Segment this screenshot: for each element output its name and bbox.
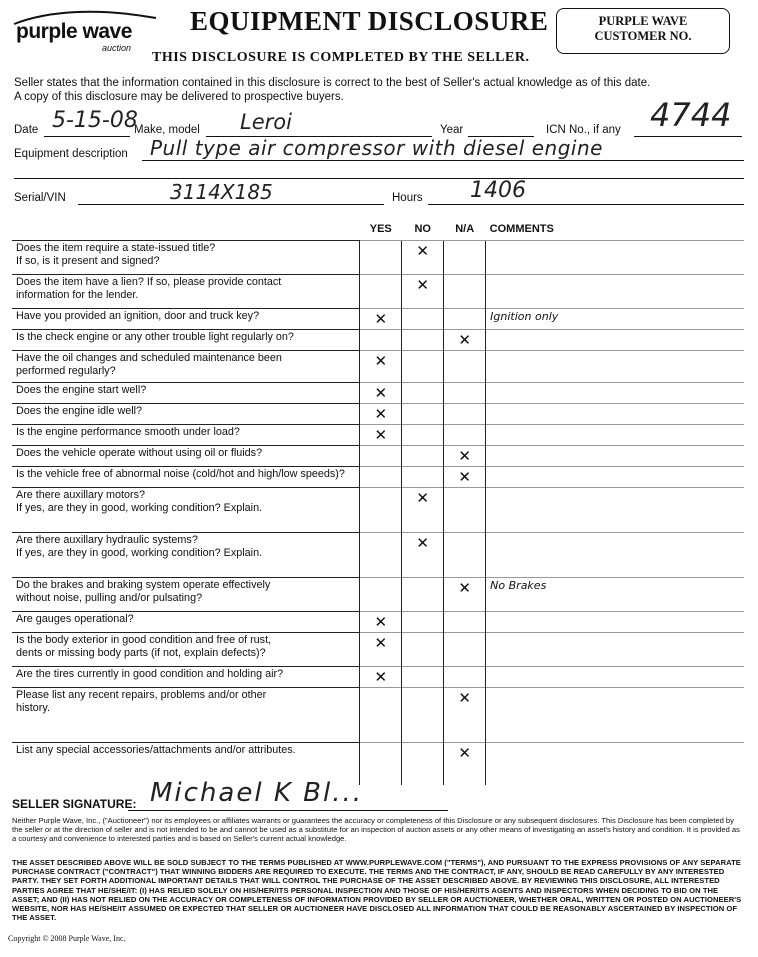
table-row xyxy=(12,425,744,446)
na-checkbox[interactable] xyxy=(444,612,486,633)
serial-line xyxy=(78,204,384,205)
purple-wave-logo xyxy=(10,8,160,54)
na-checkbox[interactable] xyxy=(444,667,486,688)
na-checkbox[interactable] xyxy=(444,425,486,446)
check-mark-icon: ✕ xyxy=(374,405,388,423)
question-text: Please list any recent repairs, problems and/or other history. xyxy=(12,688,360,743)
table-row xyxy=(12,578,744,612)
question-text: Is the body exterior in good condition and free of rust, dents or missing body parts (if not, explain defects)? xyxy=(12,633,360,667)
na-checkbox[interactable] xyxy=(444,309,486,330)
comment-cell[interactable] xyxy=(486,330,744,351)
intro-text xyxy=(14,76,744,104)
make-label: Make, model xyxy=(134,124,200,136)
check-mark-icon: ✕ xyxy=(374,668,388,686)
comment-cell[interactable] xyxy=(486,275,744,309)
intro-line2: A copy of this disclosure may be delivered to prospective buyers. xyxy=(14,91,344,103)
check-mark-icon: ✕ xyxy=(374,426,388,444)
hours-label: Hours xyxy=(392,192,423,204)
question-text: Does the engine start well? xyxy=(12,383,360,404)
yes-checkbox[interactable] xyxy=(360,241,402,275)
no-checkbox[interactable] xyxy=(402,383,444,404)
na-checkbox[interactable] xyxy=(444,241,486,275)
intro-line1: Seller states that the information contained in this disclosure is correct to the best of Seller's actual knowledge as of this date. xyxy=(14,77,651,89)
check-mark-icon: ✕ xyxy=(374,613,388,631)
no-checkbox[interactable] xyxy=(402,533,444,578)
check-mark-icon: ✕ xyxy=(458,689,471,707)
table-row xyxy=(12,241,744,275)
signature-label: SELLER SIGNATURE: xyxy=(12,797,137,811)
table-row xyxy=(12,688,744,743)
check-mark-icon: ✕ xyxy=(416,242,429,260)
yes-checkbox[interactable] xyxy=(360,404,402,425)
question-text: Have the oil changes and scheduled maintenance been performed regularly? xyxy=(12,351,360,383)
table-row xyxy=(12,446,744,467)
serial-label: Serial/VIN xyxy=(14,192,66,204)
table-row xyxy=(12,330,744,351)
table-row xyxy=(12,633,744,667)
na-checkbox[interactable] xyxy=(444,275,486,309)
question-text: Is the vehicle free of abnormal noise (cold/hot and high/low speeds)? xyxy=(12,467,360,488)
icn-line xyxy=(634,136,742,137)
question-text: Is the engine performance smooth under load? xyxy=(12,425,360,446)
na-header: N/A xyxy=(455,223,475,235)
question-text: List any special accessories/attachments and/or attributes. xyxy=(12,743,360,785)
no-checkbox[interactable] xyxy=(402,578,444,612)
table-row xyxy=(12,404,744,425)
copyright-text: Copyright © 2008 Purple Wave, Inc. xyxy=(8,934,126,943)
logo-text: purple wave xyxy=(16,20,132,43)
check-mark-icon: ✕ xyxy=(374,352,388,370)
yes-checkbox[interactable] xyxy=(360,578,402,612)
description-line xyxy=(142,160,744,161)
question-text: Are gauges operational? xyxy=(12,612,360,633)
na-checkbox[interactable] xyxy=(444,688,486,743)
na-checkbox[interactable] xyxy=(444,446,486,467)
na-checkbox[interactable] xyxy=(444,633,486,667)
hours-value[interactable]: 1406 xyxy=(470,178,526,203)
question-text: Are there auxillary motors? If yes, are they in good, working condition? Explain. xyxy=(12,488,360,533)
table-row xyxy=(12,612,744,633)
page-title: EQUIPMENT DISCLOSURE xyxy=(190,6,549,36)
comment-cell[interactable] xyxy=(486,404,744,425)
na-checkbox[interactable] xyxy=(444,743,486,785)
no-checkbox[interactable] xyxy=(402,488,444,533)
comment-cell[interactable]: Ignition only xyxy=(486,309,744,330)
no-checkbox[interactable] xyxy=(402,351,444,383)
comment-cell[interactable] xyxy=(486,241,744,275)
yes-checkbox[interactable] xyxy=(360,667,402,688)
comment-cell[interactable] xyxy=(486,488,744,533)
na-checkbox[interactable] xyxy=(444,330,486,351)
question-text: Does the engine idle well? xyxy=(12,404,360,425)
table-row xyxy=(12,533,744,578)
comment-cell[interactable] xyxy=(486,633,744,667)
no-checkbox[interactable] xyxy=(402,309,444,330)
terms-text: THE ASSET DESCRIBED ABOVE WILL BE SOLD SUBJECT TO THE TERMS PUBLISHED AT WWW.PURPLEWAVE.COM ("TERMS"), AND PURSUANT TO THE EXPRESS PROVISIONS OF ANY SEPARATE PURCHASE CONTRACT ("CONTRACT") THAT WINNING BIDDERS ARE REQUIRED TO EXECUTE. THE TERMS AND THE CONTRACT, IF ANY, SHOULD BE READ CAREFULLY BY ANY INTERESTED PARTY. THEY SET FORTH ADDITIONAL IMPORTANT DETAILS THAT WILL CONTROL THE PURCHASE OF THE ASSET DESCRIBED ABOVE. BY REVIEWING THIS DISCLOSURE, ALL INTERESTED PARTIES AGREE THAT HE/SHE/IT: (I) HAS RELIED SOLELY ON HIS/HER/ITS PERSONAL INSPECTION AND THOSE OF HIS/HER/ITS AGENTS AND INSPECTORS WHEN DECIDING TO BID ON THE ASSET; AND (II) HAS NOT RELIED ON THE ACCURACY OR COMPLETENESS OF INFORMATION PROVIDED BY SELLER OR AUCTIONEER, WHETHER ORAL, WRITTEN OR POSTED ON AUCTIONEER'S WEBSITE, NOR HAS HE/SHE/IT ASSUMED OR EXPECTED THAT SELLER OR AUCTIONEER HAVE DISCLOSED ALL INFORMATION THAT COULD BE REASONABLY ASCERTAINED BY INSPECTION OF THE ASSET. xyxy=(12,858,742,923)
no-checkbox[interactable] xyxy=(402,633,444,667)
check-mark-icon: ✕ xyxy=(374,310,388,328)
comment-cell[interactable] xyxy=(486,612,744,633)
no-checkbox[interactable] xyxy=(402,330,444,351)
question-header xyxy=(12,222,360,241)
table-row xyxy=(12,467,744,488)
table-body xyxy=(12,241,744,785)
table-header-row xyxy=(12,222,744,241)
no-checkbox[interactable] xyxy=(402,241,444,275)
table-row xyxy=(12,488,744,533)
yes-checkbox[interactable] xyxy=(360,612,402,633)
check-mark-icon: ✕ xyxy=(458,447,471,465)
yes-checkbox[interactable] xyxy=(360,275,402,309)
check-mark-icon: ✕ xyxy=(416,489,429,507)
comment-cell[interactable] xyxy=(486,446,744,467)
check-mark-icon: ✕ xyxy=(374,384,388,402)
hours-line xyxy=(428,204,744,205)
na-checkbox[interactable] xyxy=(444,578,486,612)
na-checkbox[interactable] xyxy=(444,533,486,578)
no-checkbox[interactable] xyxy=(402,667,444,688)
comment-cell[interactable] xyxy=(486,467,744,488)
table-row xyxy=(12,743,744,785)
no-checkbox[interactable] xyxy=(402,467,444,488)
question-text: Does the item require a state-issued title? If so, is it present and signed? xyxy=(12,241,360,275)
question-text: Are the tires currently in good condition and holding air? xyxy=(12,667,360,688)
check-mark-icon: ✕ xyxy=(458,331,471,349)
question-text: Have you provided an ignition, door and truck key? xyxy=(12,309,360,330)
comment-cell[interactable] xyxy=(486,351,744,383)
disclaimer-text: Neither Purple Wave, Inc., ("Auctioneer") nor its employees or affiliates warrants or guarantees the accuracy or completeness of this Disclosure or any subsequent disclosures. This Disclosure has been completed by the seller or at the direction of seller and is not intended to be and cannot be used as a substitute for an inspection of auction assets or any other means of investigating an asset's history and condition. It is provided as a courtesy and convenience to interested parties and is based on Seller's current actual knowledge. xyxy=(12,816,740,843)
question-text: Are there auxillary hydraulic systems? If yes, are they in good, working condition? Explain. xyxy=(12,533,360,578)
na-checkbox[interactable] xyxy=(444,467,486,488)
na-checkbox[interactable] xyxy=(444,488,486,533)
check-mark-icon: ✕ xyxy=(458,744,471,762)
icn-label: ICN No., if any xyxy=(546,124,621,136)
date-value[interactable]: 5-15-08 xyxy=(52,108,138,133)
yes-checkbox[interactable] xyxy=(360,425,402,446)
no-checkbox[interactable] xyxy=(402,425,444,446)
customer-box-line1: PURPLE WAVE xyxy=(598,14,688,28)
table-row xyxy=(12,667,744,688)
year-label: Year xyxy=(440,124,464,136)
na-checkbox[interactable] xyxy=(444,351,486,383)
customer-box-line2: CUSTOMER NO. xyxy=(594,29,692,43)
question-text: Is the check engine or any other trouble light regularly on? xyxy=(12,330,360,351)
yes-checkbox[interactable] xyxy=(360,743,402,785)
check-mark-icon: ✕ xyxy=(458,579,471,597)
page-subtitle: THIS DISCLOSURE IS COMPLETED BY THE SELLER. xyxy=(152,50,530,65)
check-mark-icon: ✕ xyxy=(458,468,471,486)
make-value[interactable]: Leroi xyxy=(240,110,292,134)
comment-cell[interactable] xyxy=(486,383,744,404)
comment-cell[interactable] xyxy=(486,688,744,743)
check-mark-icon: ✕ xyxy=(416,534,429,552)
customer-number-box[interactable] xyxy=(556,8,730,54)
yes-checkbox[interactable] xyxy=(360,309,402,330)
check-mark-icon: ✕ xyxy=(374,634,388,652)
description-value[interactable]: Pull type air compressor with diesel engine xyxy=(150,136,603,160)
no-checkbox[interactable] xyxy=(402,743,444,785)
table-row xyxy=(12,309,744,330)
yes-checkbox[interactable] xyxy=(360,467,402,488)
yes-header: YES xyxy=(369,223,392,235)
yes-checkbox[interactable] xyxy=(360,533,402,578)
comments-header: COMMENTS xyxy=(489,223,554,235)
table-row xyxy=(12,351,744,383)
comment-cell[interactable] xyxy=(486,533,744,578)
serial-value[interactable]: 3114X185 xyxy=(170,180,273,204)
yes-checkbox[interactable] xyxy=(360,383,402,404)
signature-value[interactable]: Michael K Bl... xyxy=(150,778,364,808)
yes-checkbox[interactable] xyxy=(360,446,402,467)
comment-cell[interactable] xyxy=(486,667,744,688)
no-checkbox[interactable] xyxy=(402,275,444,309)
question-text: Does the item have a lien? If so, please provide contact information for the lender. xyxy=(12,275,360,309)
question-text: Do the brakes and braking system operate effectively without noise, pulling and/or pulsating? xyxy=(12,578,360,612)
question-text: Does the vehicle operate without using oil or fluids? xyxy=(12,446,360,467)
yes-checkbox[interactable] xyxy=(360,688,402,743)
check-mark-icon: ✕ xyxy=(416,276,429,294)
table-row xyxy=(12,383,744,404)
na-checkbox[interactable] xyxy=(444,404,486,425)
no-header: NO xyxy=(414,223,431,235)
yes-checkbox[interactable] xyxy=(360,633,402,667)
no-checkbox[interactable] xyxy=(402,446,444,467)
date-line xyxy=(44,136,130,137)
comment-cell[interactable]: No Brakes xyxy=(486,578,744,612)
no-checkbox[interactable] xyxy=(402,612,444,633)
table-row xyxy=(12,275,744,309)
yes-checkbox[interactable] xyxy=(360,330,402,351)
logo-subtext: auction xyxy=(102,43,132,53)
no-checkbox[interactable] xyxy=(402,404,444,425)
description-label: Equipment description xyxy=(14,148,128,160)
date-label: Date xyxy=(14,124,39,136)
disclosure-table xyxy=(12,222,744,785)
icn-value[interactable]: 4744 xyxy=(650,96,732,134)
comment-cell[interactable] xyxy=(486,425,744,446)
yes-checkbox[interactable] xyxy=(360,351,402,383)
description-line-2 xyxy=(14,178,744,179)
signature-line xyxy=(128,810,448,811)
na-checkbox[interactable] xyxy=(444,383,486,404)
no-checkbox[interactable] xyxy=(402,688,444,743)
comment-cell[interactable] xyxy=(486,743,744,785)
yes-checkbox[interactable] xyxy=(360,488,402,533)
